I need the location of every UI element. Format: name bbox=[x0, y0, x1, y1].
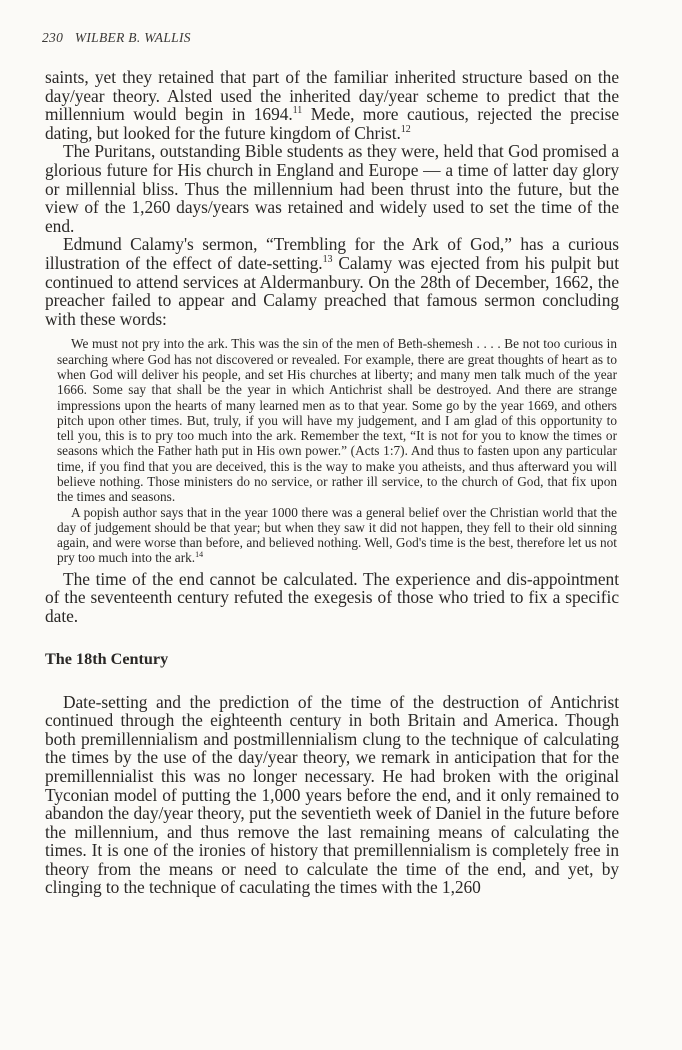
paragraphs-bottom bbox=[45, 693, 619, 898]
footnote-ref: 13 bbox=[322, 253, 333, 265]
footnote-ref: 11 bbox=[292, 105, 303, 117]
footnote-ref: 14 bbox=[195, 550, 204, 560]
text-run: A popish author says that in the year 1000 there was a general belief over the Christian world that the day of judgement should be that year; but when they saw it did not happen, they fell to their old sinning again, and were worse than before, and believed nothing. Well, God's time is the best, therefore let us not pry too much into the ark. bbox=[57, 504, 617, 566]
text-run: The Puritans, outstanding Bible students as they were, held that God promised a glorious future for His church in England and Europe — a time of latter day glory or millennial bliss. Thus the millennium had been thrust into the future, but the view of the 1,260 days/years was retained and widely used to set the time of the end. bbox=[45, 141, 619, 236]
paragraph bbox=[45, 142, 619, 235]
text-run: saints, yet they retained that part of the familiar inherited structure based on the day/year theory. Alsted used the inherited day/year scheme to predict that the millennium would begin in 1694. bbox=[45, 67, 619, 125]
text-run: Calamy was ejected from his pulpit but continued to attend services at Aldermanbury. On the 28th of December, 1662, the preacher failed to appear and Calamy preached that famous sermon concluding with these words: bbox=[45, 252, 619, 329]
running-head bbox=[42, 30, 191, 46]
text-run: Date-setting and the prediction of the time of the destruction of Antichrist continued through the eighteenth century in both Britain and America. Though both premillennialism and postmillennialism clung to the technique of calculating the times by the use of the day/year theory, we remark in anticipation that for the premillennialist this was no longer necessary. He had broken with the original Tyconian model of putting the 1,000 years before the end, and it only remained to abandon the day/year theory, put the seventieth week of Daniel in the future before the millennium, and thus remove the last remaining means of calculating the times. It is one of the ironies of history that premillennialism is completely free in theory from the means or need to calculate the time of the end, and yet, by clinging to the technique of caculating the times with the 1,260 bbox=[45, 691, 619, 898]
text-run: Mede, more cautious, rejected the precise dating, but looked for the future kingdom of Christ. bbox=[45, 104, 619, 143]
body-text bbox=[45, 68, 619, 897]
quote-paragraph bbox=[57, 505, 617, 566]
paragraph bbox=[45, 693, 619, 898]
page-number: 230 bbox=[42, 30, 64, 45]
paragraph bbox=[45, 68, 619, 142]
paragraph bbox=[45, 570, 619, 626]
footnote-ref: 12 bbox=[400, 123, 411, 135]
paragraphs-top bbox=[45, 68, 619, 328]
text-run: Edmund Calamy's sermon, “Trembling for the Ark of God,” has a curious illustration of the effect of date-setting. bbox=[45, 234, 619, 273]
text-run: The time of the end cannot be calculated. The experience and dis-appointment of the seventeenth century refuted the exegesis of those who tried to fix a specific date. bbox=[45, 568, 619, 626]
text-run: We must not pry into the ark. This was the sin of the men of Beth-shemesh . . . . Be not too curious in searching where God has not discovered or revealed. For example, there are great thoughts of heart as to when God will deliver his people, and set His churches at liberty; and many men talk much of the year 1666. Some say that shall be the year in which Antichrist shall be destroyed. And there are strange impressions upon the hearts of many learned men as to that year. Some go by the year 1669, and others pitch upon other times. But, truly, if you will have my judgement, and I am glad of this opportunity to tell you, this is to pry too much into the ark. Remember the text, “It is not for you to know the times or seasons which the Father hath put in His own power.” (Acts 1:7). And thus to fasten upon any particular time, if you find that you are deceived, this is the way to make you atheists, and thus afterward you will believe nothing. Those ministers do no service, or rather ill service, to the church of God, that fix upon the times and seasons. bbox=[57, 336, 617, 505]
block-quote bbox=[57, 336, 617, 565]
quote-paragraph bbox=[57, 336, 617, 504]
section-heading: The 18th Century bbox=[45, 649, 169, 668]
author-name: WILBER B. WALLIS bbox=[74, 30, 191, 45]
paragraph bbox=[45, 235, 619, 328]
